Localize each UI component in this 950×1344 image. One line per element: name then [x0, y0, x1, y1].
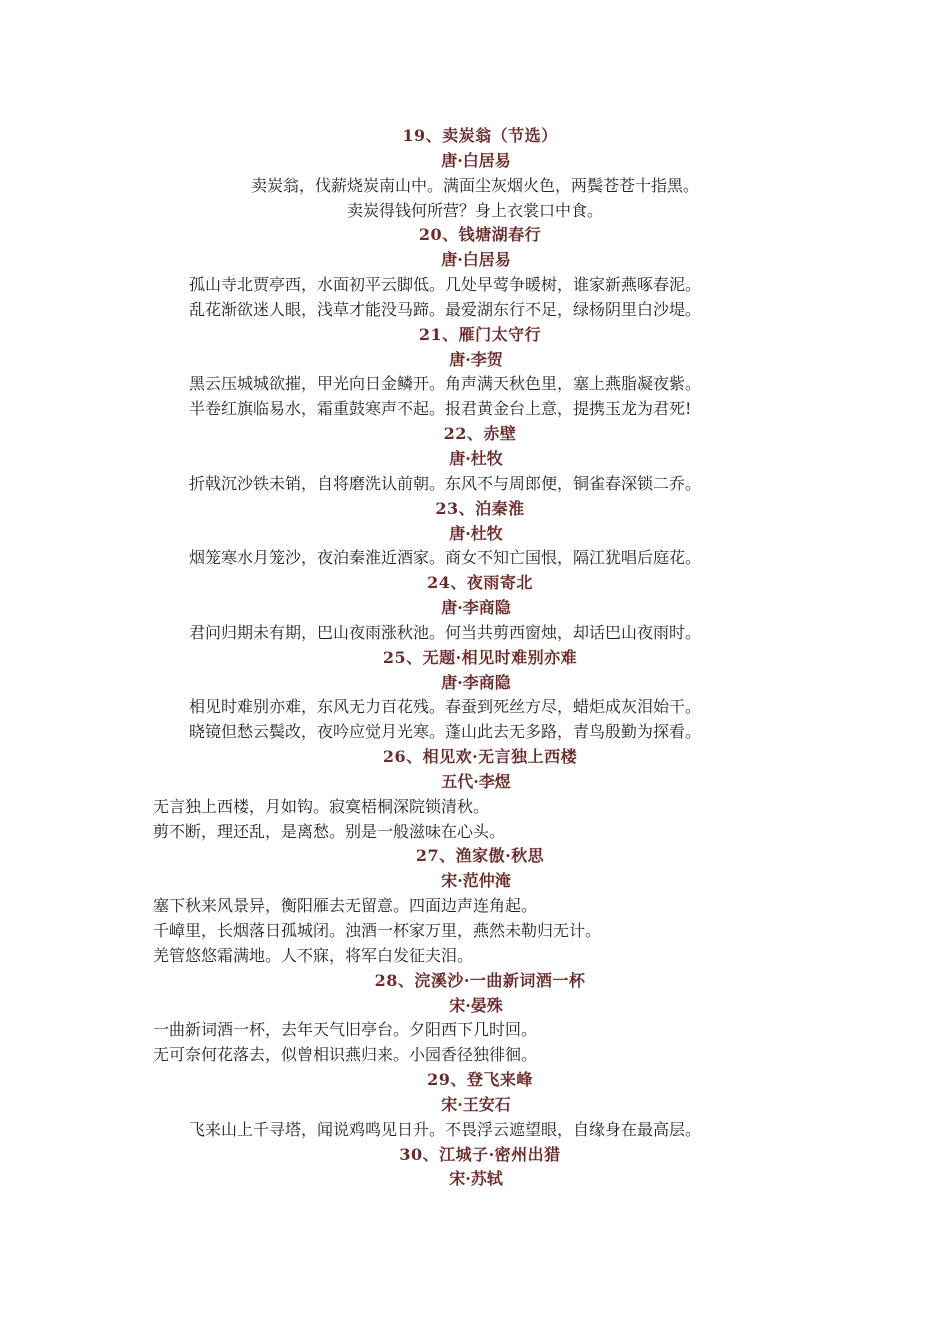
- poem-line: 烟笼寒水月笼沙，夜泊秦淮近酒家。商女不知亡国恨，隔江犹唱后庭花。: [189, 548, 702, 568]
- poem-title: 24、夜雨寄北: [427, 573, 533, 593]
- poem-author: 唐·李贺: [449, 349, 503, 369]
- poem-author: 唐·李商隐: [441, 598, 511, 618]
- poem-title: 23、泊秦淮: [435, 498, 525, 518]
- poem-title: 25、无题·相见时难别亦难: [382, 647, 578, 667]
- poem-author: 宋·晏殊: [449, 995, 503, 1015]
- poem-author: 宋·王安石: [441, 1094, 511, 1114]
- poem-author: 五代·李煜: [441, 771, 511, 791]
- poem-title: 28、浣溪沙·一曲新词酒一杯: [374, 970, 586, 990]
- poem-line: 一曲新词酒一杯，去年天气旧亭台。夕阳西下几时回。: [153, 1020, 538, 1040]
- poem-line: 半卷红旗临易水，霜重鼓寒声不起。报君黄金台上意，提携玉龙为君死!: [189, 399, 692, 419]
- poem-line: 千嶂里，长烟落日孤城闭。浊酒一杯家万里，燕然未勒归无计。: [153, 921, 602, 940]
- poem-title: 30、江城子·密州出猎: [399, 1144, 561, 1164]
- poem-25: [0, 646, 950, 745]
- poem-24: [0, 571, 950, 646]
- poem-line: 无言独上西楼，月如钩。寂寞梧桐深院锁清秋。: [153, 796, 490, 816]
- poem-20: [0, 223, 950, 322]
- poem-29: [0, 1068, 950, 1143]
- poem-line: 晓镜但愁云鬓改，夜吟应觉月光寒。蓬山此去无多路，青鸟殷勤为探看。: [189, 722, 702, 742]
- poem-line: 黑云压城城欲摧，甲光向日金鳞开。角声满天秋色里，塞上燕脂凝夜紫。: [189, 374, 702, 394]
- poem-title: 26、相见欢·无言独上西楼: [382, 747, 578, 767]
- poem-28: [0, 969, 950, 1068]
- poem-line: 孤山寺北贾亭西，水面初平云脚低。几处早莺争暖树，谁家新燕啄春泥。: [189, 275, 702, 295]
- poem-title: 19、卖炭翁（节选）: [402, 126, 558, 145]
- poem-title: 29、登飞来峰: [427, 1070, 533, 1090]
- poem-author: 宋·苏轼: [449, 1169, 503, 1189]
- poem-author: 唐·白居易: [441, 250, 511, 270]
- poem-line: 剪不断，理还乱，是离愁。别是一般滋味在心头。: [153, 821, 506, 841]
- poem-line: 无可奈何花落去，似曾相识燕归来。小园香径独徘徊。: [153, 1045, 538, 1065]
- poem-26: [0, 745, 950, 844]
- poem-title: 22、赤壁: [443, 424, 517, 444]
- poem-27: [0, 844, 950, 968]
- poem-line: 卖炭得钱何所营？身上衣裳口中食。: [346, 200, 603, 220]
- poem-author: 唐·杜牧: [449, 448, 503, 468]
- poem-line: 塞下秋来风景异，衡阳雁去无留意。四面边声连角起。: [153, 896, 538, 916]
- poem-19: [0, 124, 950, 223]
- poem-author: 唐·白居易: [441, 150, 511, 170]
- poem-author: 宋·范仲淹: [441, 871, 511, 891]
- poem-line: 乱花渐欲迷人眼，浅草才能没马蹄。最爱湖东行不足，绿杨阴里白沙堤。: [189, 299, 702, 319]
- poem-line: 君问归期未有期，巴山夜雨涨秋池。何当共剪西窗烛，却话巴山夜雨时。: [189, 622, 702, 642]
- poem-title: 27、渔家傲·秋思: [415, 846, 545, 866]
- poem-30: [0, 1143, 950, 1193]
- document-page: [0, 124, 950, 1192]
- poem-author: 唐·李商隐: [441, 672, 511, 692]
- poem-line: 羌管悠悠霜满地。人不寐，将军白发征夫泪。: [153, 945, 474, 965]
- poem-author: 唐·杜牧: [449, 523, 503, 543]
- poem-line: 相见时难别亦难，东风无力百花残。春蚕到死丝方尽，蜡炬成灰泪始干。: [189, 697, 702, 717]
- poem-line: 折戟沉沙铁未销，自将磨洗认前朝。东风不与周郎便，铜雀春深锁二乔。: [189, 473, 702, 493]
- poem-title: 20、钱塘湖春行: [418, 225, 542, 245]
- poem-22: [0, 422, 950, 497]
- poem-21: [0, 323, 950, 422]
- poem-title: 21、雁门太守行: [418, 324, 542, 344]
- poem-line: 飞来山上千寻塔，闻说鸡鸣见日升。不畏浮云遮望眼，自缘身在最高层。: [189, 1119, 702, 1139]
- poem-23: [0, 497, 950, 572]
- poem-line: 卖炭翁，伐薪烧炭南山中。满面尘灰烟火色，两鬓苍苍十指黑。: [250, 175, 699, 195]
